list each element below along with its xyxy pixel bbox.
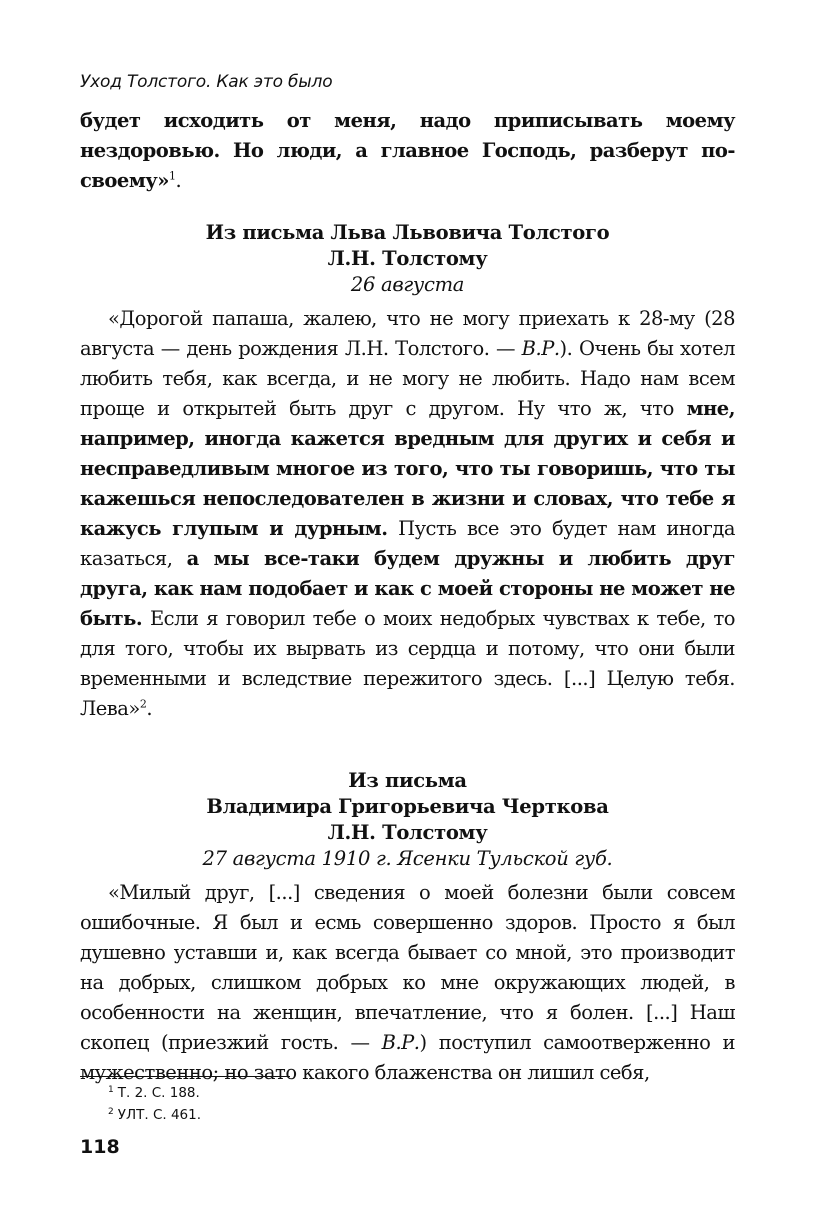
bold-run: мне, например, иногда кажется вредным для других и себя и несправедливым многое из того, что ты говоришь, что ты кажешься непоследователен в жизни и словах, что тебе я кажусь глупым и дурным.: [80, 397, 735, 540]
section-heading-line: Из письма Льва Львовича Толстого: [205, 221, 610, 244]
page-content: [80, 72, 735, 1088]
paragraph-lev-letter: [80, 304, 735, 724]
text-run: ). Очень бы хотел любить тебя, как всегда, и не могу не любить. Надо нам всем проще и открытей быть друг с другом. Ну что ж, что: [80, 337, 735, 420]
text-run: «Дорогой папаша, жалею, что не могу приехать к 28-му (28 августа — день рождения Л.Н. Толстого. —: [80, 307, 735, 360]
footnote-mark: 2: [108, 1106, 114, 1117]
text-run: «Милый друг, [...] сведения о моей болезни были совсем ошибочные. Я был и есмь совершенно здоров. Просто я был душевно уставши и, как всегда бывает со мной, это производит на добрых, слишком добрых ко мне окружающих людей, в особенности на женщин, впечатление, что я болен. [...] Наш скопец (приезжий гость. —: [80, 881, 735, 1054]
footnote-ref-1: 1: [168, 169, 176, 183]
text-run: Если я говорил тебе о моих недобрых чувствах к тебе, то для того, чтобы их вырвать из сердца и потому, что они были временными и вследствие пережитого здесь. [...] Целую тебя. Лева»: [80, 607, 735, 720]
footnote-text: Т. 2. С. 188.: [117, 1085, 200, 1101]
section-heading-line: Л.Н. Толстому: [327, 247, 488, 270]
paragraph-continuation-bold: будет исходить от меня, надо приписывать моему нездоровью. Но люди, а главное Господь, разберут по-своему»: [80, 109, 735, 192]
paragraph-chertkov-letter: [80, 878, 735, 1088]
text-run: ) поступил самоотверженно и мужественно; но зато какого блаженства он лишил себя,: [80, 1031, 735, 1084]
section-date: 27 августа 1910 г. Ясенки Тульской губ.: [202, 847, 613, 870]
footnote-text: УЛТ. С. 461.: [117, 1107, 202, 1123]
footnote-ref-2: 2: [139, 697, 147, 711]
section-heading-line: Л.Н. Толстому: [327, 821, 488, 844]
section-date: 26 августа: [350, 273, 465, 296]
section-chertkov-letter: [80, 768, 735, 872]
italic-initials: В.Р.: [381, 1031, 420, 1054]
paragraph-continuation: [80, 106, 735, 196]
italic-initials: В.Р.: [521, 337, 560, 360]
bold-run: а мы все-таки будем дружны и любить друг друга, как нам подобает и как с моей стороны не может не быть.: [80, 547, 735, 630]
footnote-item: [108, 1082, 201, 1104]
running-head: Уход Толстого. Как это было: [80, 72, 333, 92]
paragraph-end: .: [175, 169, 182, 192]
section-lev-letter: [80, 220, 735, 298]
paragraph-end: .: [146, 697, 153, 720]
section-heading-line: Владимира Григорьевича Черткова: [206, 795, 609, 818]
page-number: 118: [80, 1136, 120, 1158]
text-run: Пусть все это будет нам иногда казаться,: [80, 517, 735, 570]
section-heading-line: Из письма: [348, 769, 467, 792]
footnotes: [108, 1082, 201, 1126]
footnote-mark: 1: [108, 1084, 114, 1095]
footnote-item: [108, 1104, 201, 1126]
footnote-rule: [80, 1076, 290, 1077]
